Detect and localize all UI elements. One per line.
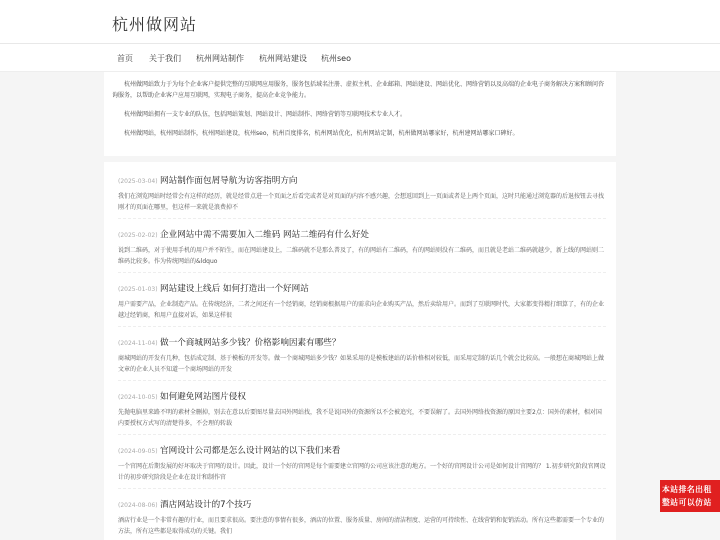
intro-panel bbox=[104, 72, 616, 156]
main-nav bbox=[0, 44, 720, 72]
article-summary: 用户需要产品，企业制造产品。在传统经济，二者之间还有一个经销商，经销商根据用户的需求向企业购买产品，然后卖给用户。而到了互联网时代，大家都变得精打细算了，有的企业越过经销商，和用户直接对话，如果这样很 bbox=[118, 301, 605, 319]
site-header bbox=[0, 0, 720, 44]
divider bbox=[118, 488, 606, 489]
floating-ad-banner[interactable] bbox=[660, 480, 720, 512]
divider bbox=[118, 272, 606, 273]
site-title[interactable]: 杭州做网站 bbox=[112, 15, 198, 34]
article-date: (2025-03-04) bbox=[118, 178, 158, 185]
intro-keywords: 杭州做网站，杭州网站制作，杭州网站建设，杭州seo，杭州百度排名，杭州网站优化，杭州网站定制，杭州做网站哪家好，杭州建网站哪家口碑好。 bbox=[124, 130, 519, 137]
nav-item-about[interactable]: 关于我们 bbox=[149, 54, 181, 63]
article-title-link[interactable]: 官网设计公司都是怎么设计网站的以下我们来看 bbox=[160, 446, 341, 456]
divider bbox=[118, 380, 606, 381]
article-date: (2024-09-05) bbox=[118, 448, 158, 455]
article-title-link[interactable]: 网站制作面包屑导航为访客指明方向 bbox=[160, 176, 298, 186]
article-date: (2024-08-06) bbox=[118, 502, 158, 509]
article-summary: 我们在浏览网站时经常会有这样的经历，就是经常点进一个页面之后看完或者是对页面的内容不感兴趣，会想返回到上一页面或者是上两个页面，这时只能通过浏览器的后退按钮去寻找刚才的页面在哪里，但这样一来就是浪费掉不 bbox=[118, 193, 605, 211]
nav-item-website-building[interactable]: 杭州网站建设 bbox=[259, 54, 307, 63]
banner-line-1: 本站排名出租 bbox=[662, 485, 712, 494]
intro-paragraph-1: 杭州做网站致力于为每个企业客户提供完整的互联网应用服务，服务包括域名注册、虚拟主机、企业邮箱、网站建设、网站优化、网络营销以及高端的企业电子商务解决方案和顾问咨询服务，以帮助企业客户应用互联网，实现电子商务，提高企业竞争能力。 bbox=[112, 81, 605, 99]
nav-item-home[interactable]: 首页 bbox=[117, 54, 133, 63]
article-date: (2024-11-04) bbox=[118, 340, 158, 347]
intro-paragraph-2: 杭州做网站拥有一支专业的队伍，包括网站策划、网站设计、网站制作、网络营销等互联网技术专业人才。 bbox=[124, 111, 407, 118]
article-date: (2025-02-02) bbox=[118, 232, 158, 239]
article-date: (2025-01-03) bbox=[118, 286, 158, 293]
article-summary: 先抛电脑里来路不明的素材全删掉，别去在意以后要图尽量去国外网站找，我不是说国外的资源所以不会被追究，不要误解了。去国外网络找资源的原因主要2点：国外的素材，相对国内要授权方式写的清楚得多，不会理的转载 bbox=[118, 409, 602, 427]
article-summary: 说到二维码，对于使用手机的用户并不陌生，而在网站建设上，二维码就不是那么普及了，有的网站有二维码，有的网站则没有二维码，而且就是老站二维码就越少，新上线的网站则二维码比较多。作为传统网站的&ldquo bbox=[118, 247, 605, 265]
article-summary: 一个官网在后期发展的好坏取决于官网的设计。因此，设计一个好的官网是每个需要建立官网的公司应该注意的地方。一个好的官网设计公司是如何设计官网的？ 1.初步研究阶段官网设计的初步研究阶段是企业在设计和制作官 bbox=[118, 463, 606, 481]
article-title-link[interactable]: 做一个商城网站多少钱？价格影响因素有哪些？ bbox=[160, 338, 341, 348]
nav-item-seo[interactable]: 杭州seo bbox=[321, 54, 351, 63]
divider bbox=[118, 326, 606, 327]
article-list bbox=[104, 162, 616, 540]
article-date: (2024-10-05) bbox=[118, 394, 158, 401]
article-title-link[interactable]: 如何避免网站图片侵权 bbox=[160, 392, 246, 402]
article-summary: 酒店行业是一个非常有趣的行业，而且要求很高。要注意的事情有很多，酒店的位置、服务质量、房间的清洁程度、运营的可持续性、在线营销和促销活动。所有这些都需要一个专业的方法，所有这些都是取得成功的关键。我们 bbox=[118, 517, 605, 535]
article-title-link[interactable]: 网站建设上线后 如何打造出一个好网站 bbox=[160, 284, 309, 294]
article-title-link[interactable]: 酒店网站设计的7个技巧 bbox=[160, 500, 252, 510]
nav-item-website-production[interactable]: 杭州网站制作 bbox=[196, 54, 244, 63]
article-title-link[interactable]: 企业网站中需不需要加入二维码 网站二维码有什么好处 bbox=[160, 230, 369, 240]
article-summary: 商城网站的开发有几种，包括成定制、基于模板的开发等。做一个商城网站多少钱？如果采用的是模板建站的话价格相对较低，而采用定制的话几个就会比较高。一般想在商城网站上做文章的企业人员不知道一个商场网站的开发 bbox=[118, 355, 605, 373]
divider bbox=[118, 218, 606, 219]
divider bbox=[118, 434, 606, 435]
banner-line-2: 整站可以仿站 bbox=[662, 498, 712, 507]
